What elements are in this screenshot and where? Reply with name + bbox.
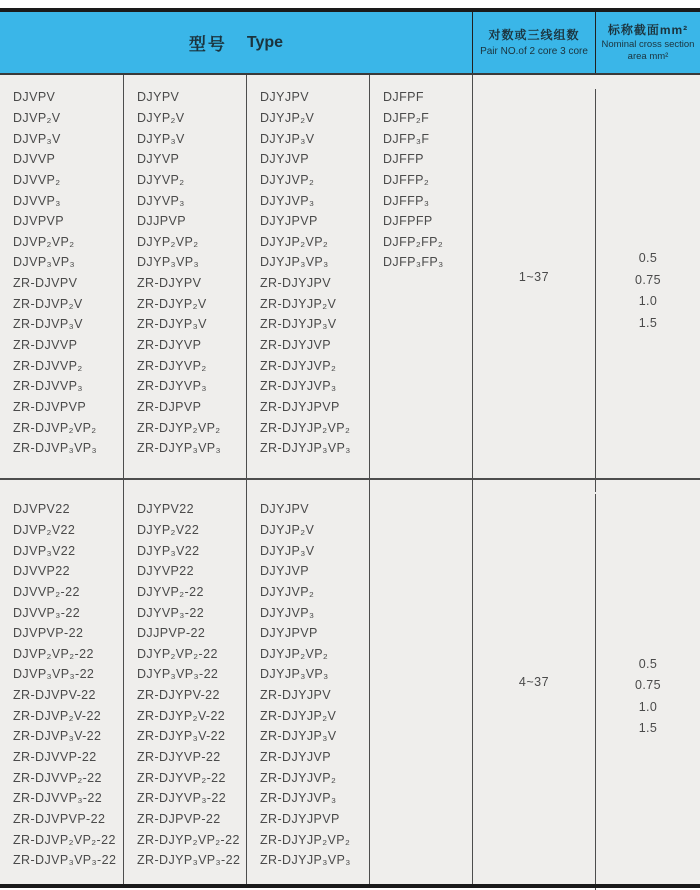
model-name: ZR-DJYP₂V: [137, 296, 207, 311]
cross-section-value: 0.75: [635, 272, 661, 287]
model-name: ZR-DJVVP₂: [13, 358, 83, 373]
model-name: ZR-DJVPV: [13, 276, 78, 291]
model-column-2: [123, 75, 246, 478]
model-name: DJYP₂VP₂-22: [137, 646, 218, 661]
model-name: DJFP₃F: [383, 131, 430, 146]
cross-section-value: 0.5: [638, 251, 658, 266]
model-name: DJYJPVP: [260, 214, 318, 229]
model-name: DJYJVP: [260, 152, 309, 167]
model-name: DJYP₂VP₂: [137, 234, 199, 249]
model-name: ZR-DJYJVP₂: [260, 770, 337, 785]
table-body: [0, 75, 700, 884]
model-name: ZR-DJYJP₃VP₃: [260, 441, 351, 456]
model-name: DJYPV22: [137, 502, 194, 517]
model-name: ZR-DJYP₂VP₂: [137, 420, 221, 435]
model-name: DJFP₂F: [383, 110, 430, 125]
cross-section-cell: [595, 494, 700, 890]
model-name: DJYJPV: [260, 502, 309, 517]
model-name: ZR-DJYP₃VP₃: [137, 441, 222, 456]
model-name: ZR-DJVP₂VP₂: [13, 420, 97, 435]
model-name: ZR-DJYJP₂V: [260, 708, 337, 723]
model-name: DJYJP₃VP₃: [260, 667, 329, 682]
model-name: ZR-DJYP₃V: [137, 317, 207, 332]
pair-count-cell: [472, 480, 595, 884]
type-header-cell: [0, 12, 472, 73]
model-name: DJVPVP: [13, 214, 65, 229]
model-name: DJVVP₃-22: [13, 605, 81, 620]
model-name: DJVP₂V: [13, 110, 61, 125]
cross-section-header-cell: [595, 12, 700, 73]
model-name: ZR-DJVP₂V-22: [13, 708, 102, 723]
model-name: DJYP₃V: [137, 131, 185, 146]
model-name: ZR-DJVP₃V-22: [13, 729, 102, 744]
cross-section-value: 1.5: [638, 315, 658, 330]
table-row-2: [0, 480, 700, 884]
model-name: DJVP₃VP₃: [13, 255, 76, 270]
model-name: ZR-DJYJVP₃: [260, 379, 337, 394]
model-column-4: [369, 480, 472, 884]
cross-section-value: 0.5: [638, 656, 658, 671]
pair-count-header-cell: [472, 12, 595, 73]
model-name: DJVP₃V: [13, 131, 61, 146]
model-name: ZR-DJYJVP₃: [260, 791, 337, 806]
table-row-1: [0, 75, 700, 478]
cross-section-cell: [595, 89, 700, 492]
model-name: DJYJVP₃: [260, 193, 315, 208]
model-name: DJFPFP: [383, 214, 433, 229]
model-name: DJVP₂VP₂: [13, 234, 75, 249]
pair-count-cell: [472, 75, 595, 478]
model-name: DJJPVP-22: [137, 626, 206, 641]
model-name: DJYPV: [137, 90, 180, 105]
model-name: DJYJVP₂: [260, 584, 315, 599]
model-name: DJYP₂V: [137, 110, 185, 125]
model-name: DJVP₂V22: [13, 522, 76, 537]
model-name: DJYVP₃: [137, 193, 185, 208]
model-name: DJYP₃V22: [137, 543, 200, 558]
model-name: ZR-DJYJPV: [260, 688, 331, 703]
type-header-cn: 型号: [188, 35, 227, 54]
model-name: ZR-DJYPV: [137, 276, 202, 291]
model-name: DJYP₂V22: [137, 522, 200, 537]
model-name: DJVP₂VP₂-22: [13, 646, 94, 661]
cross-section-value: 1.0: [638, 294, 658, 309]
model-name: DJYJP₂VP₂: [260, 234, 329, 249]
model-column-4: [369, 75, 472, 478]
model-name: ZR-DJVP₂V: [13, 296, 83, 311]
model-name: DJVVP: [13, 152, 56, 167]
cross-section-value: 1.0: [638, 699, 658, 714]
model-name: DJVVP₂-22: [13, 584, 80, 599]
model-column-1: [0, 480, 123, 884]
model-name: DJYVP₃-22: [137, 605, 205, 620]
model-name: ZR-DJPVP: [137, 399, 202, 414]
model-name: ZR-DJYVP₃: [137, 379, 207, 394]
model-name: ZR-DJYVP-22: [137, 750, 221, 764]
model-column-1: [0, 75, 123, 478]
model-name: ZR-DJYVP₃-22: [137, 791, 227, 806]
model-name: DJYJPVP: [260, 626, 318, 641]
model-name: DJYJP₂V: [260, 522, 315, 537]
cross-section-value: 1.5: [638, 721, 658, 736]
model-name: DJYJVP₂: [260, 172, 315, 187]
model-name: DJFP₂FP₂: [383, 234, 444, 249]
model-name: ZR-DJVP₃VP₃-22: [13, 853, 117, 868]
model-name: ZR-DJVP₃V: [13, 317, 83, 332]
model-name: DJYJVP: [260, 564, 309, 579]
model-name: DJYP₃VP₃-22: [137, 667, 219, 682]
model-name: ZR-DJYJPVP: [260, 811, 340, 826]
model-name: ZR-DJYJVP: [260, 338, 331, 352]
model-name: ZR-DJYVP: [137, 338, 202, 352]
model-name: ZR-DJYJPV: [260, 276, 331, 291]
model-name: ZR-DJYJP₃VP₃: [260, 853, 351, 868]
model-name: ZR-DJVVP: [13, 338, 78, 352]
model-name: DJFP₃FP₃: [383, 255, 444, 270]
pair-range-value: 1~37: [518, 269, 550, 284]
model-name: ZR-DJVP₂VP₂-22: [13, 832, 116, 847]
model-name: DJYJPV: [260, 90, 309, 105]
model-name: ZR-DJYJPVP: [260, 399, 340, 414]
bottom-rule: [0, 884, 700, 888]
model-name: DJYJP₂V: [260, 110, 315, 125]
model-name: DJVPV: [13, 90, 56, 105]
model-name: DJYJVP₃: [260, 605, 315, 620]
model-name: DJVP₃VP₃-22: [13, 667, 95, 682]
model-column-3: [246, 480, 369, 884]
model-name: ZR-DJVP₃VP₃: [13, 441, 98, 456]
model-name: DJVP₃V22: [13, 543, 76, 558]
cross-section-header-en-line1: Nominal cross section: [601, 38, 695, 50]
cross-section-value: 0.75: [635, 678, 661, 693]
model-name: ZR-DJYP₂V-22: [137, 708, 226, 723]
model-name: DJFFP₃: [383, 193, 430, 208]
model-name: ZR-DJYJVP: [260, 750, 331, 764]
cross-section-header-en-line2: area mm²: [627, 51, 669, 62]
model-name: DJVVP22: [13, 564, 70, 579]
model-name: ZR-DJYJP₂V: [260, 296, 337, 311]
model-name: ZR-DJVVP₂-22: [13, 770, 102, 785]
model-name: ZR-DJVPV-22: [13, 688, 96, 703]
model-name: DJFPF: [383, 90, 424, 105]
model-name: ZR-DJYP₃V-22: [137, 729, 226, 744]
model-name: ZR-DJVPVP-22: [13, 811, 106, 826]
model-name: DJYVP22: [137, 564, 194, 579]
pair-count-header-cn: 对数或三线组数: [488, 27, 580, 42]
type-header-en: Type: [246, 33, 284, 51]
model-name: ZR-DJYPV-22: [137, 688, 220, 703]
model-column-3: [246, 75, 369, 478]
model-name: ZR-DJYJP₃V: [260, 729, 337, 744]
model-name: DJYJP₃VP₃: [260, 255, 329, 270]
model-name: ZR-DJYJP₃V: [260, 317, 337, 332]
model-name: DJJPVP: [137, 214, 186, 229]
model-name: ZR-DJYVP₂: [137, 358, 207, 373]
cross-section-header-cn: 标称截面mm²: [607, 22, 689, 37]
model-name: DJYVP₂-22: [137, 584, 204, 599]
model-name: DJFFP: [383, 152, 424, 167]
pair-count-header-en: Pair NO.of 2 core 3 core: [480, 45, 588, 57]
model-column-2: [123, 480, 246, 884]
model-name: ZR-DJYP₂VP₂-22: [137, 832, 240, 847]
model-name: ZR-DJVPVP: [13, 399, 87, 414]
model-name: DJYJP₃V: [260, 131, 315, 146]
model-name: ZR-DJPVP-22: [137, 811, 221, 826]
model-name: DJYVP: [137, 152, 180, 167]
model-name: DJVPVP-22: [13, 626, 84, 641]
model-name: ZR-DJVVP₃-22: [13, 791, 103, 806]
model-name: ZR-DJYJP₂VP₂: [260, 832, 351, 847]
model-name: ZR-DJYP₃VP₃-22: [137, 853, 241, 868]
model-name: ZR-DJYVP₂-22: [137, 770, 226, 785]
model-name: DJVPV22: [13, 502, 70, 517]
model-name: DJYVP₂: [137, 172, 185, 187]
model-name: DJYJP₃V: [260, 543, 315, 558]
model-name: ZR-DJYJVP₂: [260, 358, 337, 373]
model-name: DJVVP₂: [13, 172, 61, 187]
model-name: DJYP₃VP₃: [137, 255, 200, 270]
model-name: DJFFP₂: [383, 172, 430, 187]
model-name: ZR-DJYJP₂VP₂: [260, 420, 351, 435]
model-name: DJYJP₂VP₂: [260, 646, 329, 661]
model-name: DJVVP₃: [13, 193, 61, 208]
table-header: [0, 12, 700, 73]
pair-range-value: 4~37: [518, 675, 550, 689]
model-name: ZR-DJVVP₃: [13, 379, 83, 394]
model-name: ZR-DJVVP-22: [13, 750, 97, 764]
